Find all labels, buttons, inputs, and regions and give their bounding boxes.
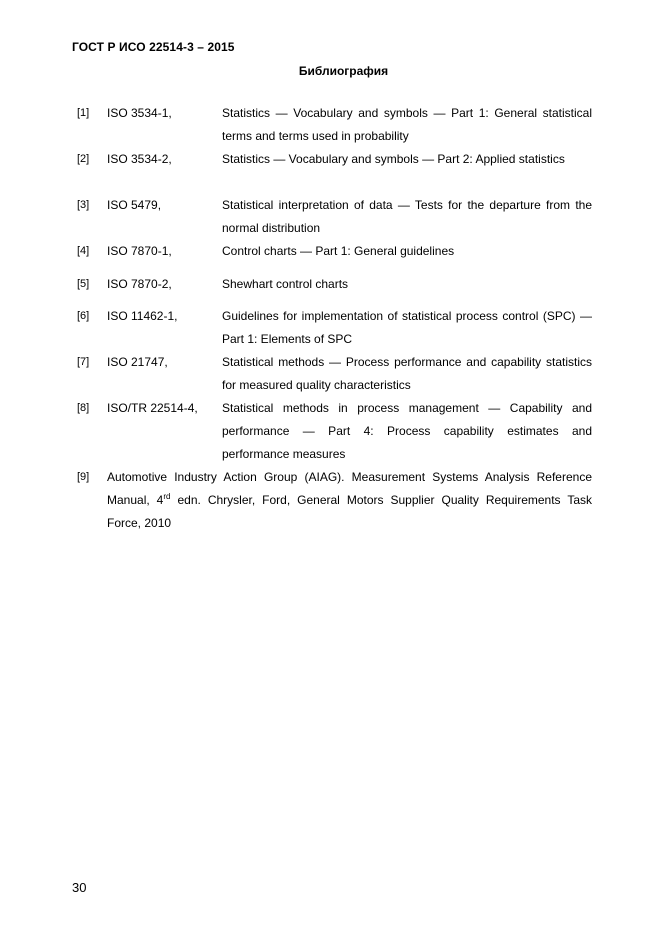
reference-number: [5] [77, 278, 90, 290]
reference-code: ISO 3534-1, [107, 106, 172, 120]
reference-code: ISO 11462-1, [107, 309, 178, 323]
reference-number: [6] [77, 310, 90, 322]
reference-code: ISO/TR 22514-4, [107, 401, 198, 415]
reference-title: Statistics — Vocabulary and symbols — Part 2: Applied statistics [222, 152, 565, 166]
reference-code: ISO 5479, [107, 198, 162, 212]
reference-title: Statistical methods — Process performance and capability statistics for measured quality characteristics [222, 355, 592, 392]
reference-number: [8] [77, 402, 90, 414]
bibliography-title: Библиография [298, 64, 389, 78]
reference-title: Shewhart control charts [222, 277, 349, 291]
reference-text-part: edn. Chrysler, Ford, General Motors Supplier Quality Requirements Task Force, 2010 [107, 493, 592, 530]
reference-title: Statistical methods in process management — Capability and performance — Part 4: Process capability estimates and performance measures [222, 401, 592, 461]
reference-number: [4] [77, 245, 90, 257]
reference-number: [3] [77, 199, 90, 211]
reference-full-text [107, 466, 592, 535]
document-header: ГОСТ Р ИСО 22514-3 – 2015 [72, 40, 235, 54]
reference-number: [1] [77, 107, 90, 119]
reference-title: Statistical interpretation of data — Tests for the departure from the normal distribution [222, 198, 592, 235]
reference-code: ISO 7870-1, [107, 244, 172, 258]
reference-number: [7] [77, 356, 90, 368]
reference-title: Guidelines for implementation of statistical process control (SPC) — Part 1: Elements of SPC [222, 309, 592, 346]
reference-number: [2] [77, 153, 90, 165]
reference-number: [9] [77, 471, 90, 483]
reference-code: ISO 7870-2, [107, 277, 172, 291]
page-number: 30 [72, 880, 87, 895]
reference-code: ISO 21747, [107, 355, 168, 369]
reference-title: Control charts — Part 1: General guidelines [222, 244, 455, 258]
reference-text-part: Automotive Industry Action Group (AIAG). Measurement Systems Analysis Reference Manual, 4 [107, 470, 592, 507]
reference-code: ISO 3534-2, [107, 152, 172, 166]
reference-title: Statistics — Vocabulary and symbols — Part 1: General statistical terms and terms used in probability [222, 106, 592, 143]
ordinal-superscript: rd [163, 492, 171, 501]
